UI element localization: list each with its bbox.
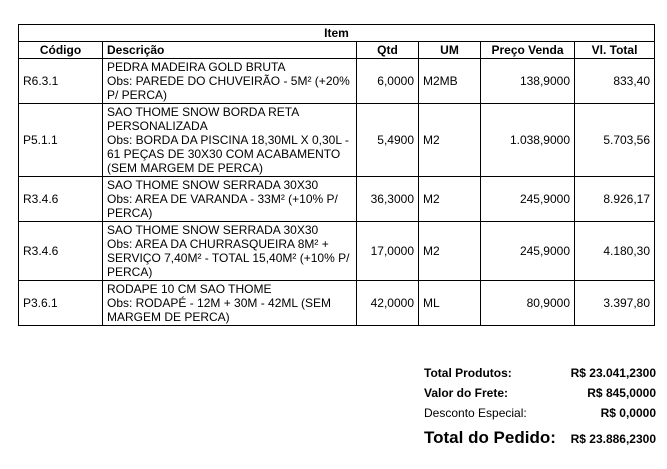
items-table	[18, 24, 655, 326]
column-header-total: Vl. Total	[575, 42, 655, 59]
cell-description	[103, 59, 357, 104]
description-line: SAO THOME SNOW SERRADA 30X30	[107, 223, 319, 237]
total-products-value: R$ 23.041,2300	[570, 366, 656, 380]
description-line: MARGEM DE PERCA)	[107, 310, 230, 324]
cell-quantity: 42,0000	[357, 281, 419, 326]
table-title: Item	[19, 25, 655, 42]
description-line: Obs: AREA DA CHURRASQUEIRA 8M² +	[107, 237, 329, 251]
totals-summary	[424, 364, 656, 450]
description-line: RODAPE 10 CM SAO THOME	[107, 282, 272, 296]
freight-row	[424, 384, 656, 404]
description-line: Obs: PAREDE DO CHUVEIRÃO - 5M² (+20%	[107, 74, 350, 88]
description-line: SERVIÇO 7,40M² - TOTAL 15,40M² (+10% P/	[107, 251, 350, 265]
column-header-unit: UM	[419, 42, 481, 59]
table-row	[19, 222, 655, 281]
description-line: Obs: BORDA DA PISCINA 18,30ML X 0,30L -	[107, 133, 349, 147]
column-header-description: Descrição	[103, 42, 357, 59]
cell-code: R3.4.6	[19, 222, 103, 281]
order-total-value: R$ 23.886,2300	[570, 432, 656, 446]
description-line: P/ PERCA)	[107, 88, 168, 102]
cell-description	[103, 281, 357, 326]
cell-description	[103, 177, 357, 222]
column-header-quantity: Qtd	[357, 42, 419, 59]
cell-unit: M2	[419, 104, 481, 177]
description-line: (SEM MARGEM DE PERCA)	[107, 161, 264, 175]
cell-unit: M2	[419, 222, 481, 281]
cell-quantity: 6,0000	[357, 59, 419, 104]
cell-total: 833,40	[575, 59, 655, 104]
cell-code: R6.3.1	[19, 59, 103, 104]
cell-unit: ML	[419, 281, 481, 326]
cell-total: 3.397,80	[575, 281, 655, 326]
description-line: SAO THOME SNOW BORDA RETA	[107, 105, 300, 119]
column-header-price: Preço Venda	[481, 42, 575, 59]
order-total-row	[424, 424, 656, 450]
description-line: PERCA)	[107, 206, 153, 220]
table-row	[19, 59, 655, 104]
cell-price: 245,9000	[481, 222, 575, 281]
discount-row	[424, 404, 656, 424]
freight-value: R$ 845,0000	[587, 386, 656, 400]
cell-price: 138,9000	[481, 59, 575, 104]
description-line: PEDRA MADEIRA GOLD BRUTA	[107, 60, 286, 74]
table-row	[19, 177, 655, 222]
cell-quantity: 36,3000	[357, 177, 419, 222]
cell-price: 1.038,9000	[481, 104, 575, 177]
cell-code: P5.1.1	[19, 104, 103, 177]
discount-value: R$ 0,0000	[600, 406, 656, 420]
total-products-row	[424, 364, 656, 384]
cell-description	[103, 104, 357, 177]
cell-price: 245,9000	[481, 177, 575, 222]
cell-total: 5.703,56	[575, 104, 655, 177]
cell-total: 4.180,30	[575, 222, 655, 281]
description-line: Obs: AREA DE VARANDA - 33M² (+10% P/	[107, 192, 338, 206]
column-header-code: Código	[19, 42, 103, 59]
total-products-label: Total Produtos:	[424, 366, 512, 380]
table-row	[19, 104, 655, 177]
discount-label: Desconto Especial:	[424, 406, 527, 420]
cell-unit: M2MB	[419, 59, 481, 104]
cell-quantity: 5,4900	[357, 104, 419, 177]
order-total-label: Total do Pedido:	[424, 428, 556, 447]
freight-label: Valor do Frete:	[424, 386, 509, 400]
description-line: 61 PEÇAS DE 30X30 COM ACABAMENTO	[107, 147, 341, 161]
description-line: Obs: RODAPÉ - 12M + 30M - 42ML (SEM	[107, 296, 331, 310]
cell-code: R3.4.6	[19, 177, 103, 222]
description-line: PERSONALIZADA	[107, 119, 208, 133]
cell-description	[103, 222, 357, 281]
cell-unit: M2	[419, 177, 481, 222]
cell-code: P3.6.1	[19, 281, 103, 326]
cell-quantity: 17,0000	[357, 222, 419, 281]
table-row	[19, 281, 655, 326]
cell-total: 8.926,17	[575, 177, 655, 222]
description-line: PERCA)	[107, 265, 153, 279]
description-line: SAO THOME SNOW SERRADA 30X30	[107, 178, 319, 192]
cell-price: 80,9000	[481, 281, 575, 326]
